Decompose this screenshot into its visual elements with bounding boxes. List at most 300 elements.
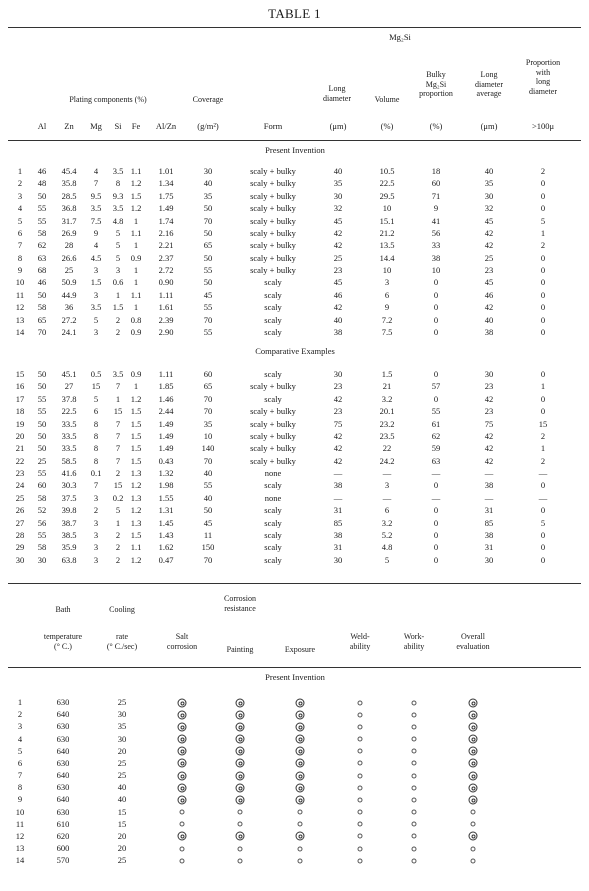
cell-fe: 1.2 — [130, 505, 142, 515]
cell-no: 11 — [15, 290, 25, 300]
cell-average: 38 — [484, 530, 494, 540]
cell-fe: 1.2 — [130, 203, 142, 213]
cell-no: 5 — [17, 216, 23, 226]
cell-no: 10 — [15, 277, 25, 287]
cell-proportion: 0 — [540, 302, 546, 312]
cell-volume: 24.2 — [379, 456, 395, 466]
cell-coverage: 50 — [203, 253, 213, 263]
cell-mg: 2 — [93, 505, 99, 515]
cell-coverage: 70 — [203, 394, 213, 404]
cell-mg: 3 — [93, 265, 99, 275]
cell-al-zn: 1.34 — [158, 178, 174, 188]
cell-mg: 7.5 — [90, 216, 102, 226]
cell-al: 55 — [37, 394, 47, 404]
cell-bulky-proportion: 60 — [431, 178, 441, 188]
cell-al-zn: 2.44 — [158, 406, 174, 416]
cell-coverage: 35 — [203, 191, 213, 201]
cell-mg: 8 — [93, 431, 99, 441]
cell-fe: 1.5 — [130, 406, 142, 416]
cell-average: — — [484, 493, 494, 503]
cell-long-diameter: 38 — [333, 530, 343, 540]
cell-bulky-proportion: 61 — [431, 419, 441, 429]
cell-al: 48 — [37, 178, 47, 188]
cell-bulky-proportion: 62 — [431, 431, 441, 441]
cell-long-diameter: 75 — [333, 419, 343, 429]
cell-fe: 1 — [133, 216, 139, 226]
cell-cooling-rate: 20 — [117, 746, 127, 756]
cell-average: 46 — [484, 290, 494, 300]
cell-zn: 27 — [64, 381, 74, 391]
cell-al: 68 — [37, 265, 47, 275]
cell-cooling-rate: 20 — [117, 831, 127, 841]
cell-average: 42 — [484, 456, 494, 466]
double-circle-icon-salt-corrosion — [178, 832, 187, 841]
corrosion-resistance-header: Corrosion resistance — [224, 594, 256, 613]
cell-no: 6 — [17, 758, 23, 768]
cell-al-zn: 1.32 — [158, 468, 174, 478]
cell-volume: 14.4 — [379, 253, 395, 263]
cell-proportion: 0 — [540, 542, 546, 552]
cell-al-zn: 1.62 — [158, 542, 174, 552]
cell-proportion: 0 — [540, 505, 546, 515]
cell-mg: 3 — [93, 518, 99, 528]
cell-fe: 1.3 — [130, 493, 142, 503]
cell-mg: 8 — [93, 419, 99, 429]
cell-long-diameter: 30 — [333, 191, 343, 201]
cell-al: 62 — [37, 240, 47, 250]
cell-no: 8 — [17, 782, 23, 792]
cell-al-zn: 2.16 — [158, 228, 174, 238]
cell-long-diameter: 45 — [333, 216, 343, 226]
cell-volume: 3 — [384, 480, 390, 490]
cell-no: 8 — [17, 253, 23, 263]
cell-bulky-proportion: 71 — [431, 191, 441, 201]
double-circle-icon-overall — [469, 711, 478, 720]
cell-proportion: 0 — [540, 277, 546, 287]
cell-mg: 7 — [93, 480, 99, 490]
circle-icon-workability — [412, 834, 417, 839]
double-circle-icon-painting — [236, 832, 245, 841]
cell-zn: 22.5 — [61, 406, 77, 416]
cell-si: 1.5 — [112, 302, 124, 312]
cell-coverage: 55 — [203, 302, 213, 312]
cell-cooling-rate: 25 — [117, 697, 127, 707]
cell-mg: 3 — [93, 327, 99, 337]
cell-bulky-proportion: 33 — [431, 240, 441, 250]
cell-cooling-rate: 25 — [117, 758, 127, 768]
cell-no: 2 — [17, 178, 23, 188]
circle-icon-weldability — [358, 810, 363, 815]
cell-si: 1 — [115, 394, 121, 404]
circle-icon-workability — [412, 798, 417, 803]
cell-bulky-proportion: 59 — [431, 443, 441, 453]
circle-icon-painting — [238, 847, 243, 852]
cell-proportion: 0 — [540, 315, 546, 325]
cell-cooling-rate: 25 — [117, 855, 127, 865]
cell-al-zn: 2.39 — [158, 315, 174, 325]
cell-no: 1 — [17, 166, 23, 176]
cell-coverage: 50 — [203, 277, 213, 287]
cell-average: 30 — [484, 555, 494, 565]
cell-coverage: 60 — [203, 369, 213, 379]
cell-coverage: 11 — [203, 530, 213, 540]
unit-header-volume: (%) — [380, 121, 394, 131]
cell-proportion: 2 — [540, 431, 546, 441]
cell-no: 9 — [17, 794, 23, 804]
cell-long-diameter: 38 — [333, 480, 343, 490]
circle-icon-weldability — [358, 713, 363, 718]
double-circle-icon-salt-corrosion — [178, 796, 187, 805]
cell-al: 50 — [37, 191, 47, 201]
cell-proportion: 2 — [540, 456, 546, 466]
cell-no: 3 — [17, 721, 23, 731]
cell-mg: 4 — [93, 240, 99, 250]
cell-bath-temperature: 630 — [56, 782, 70, 792]
cell-volume: 4.8 — [381, 542, 393, 552]
cell-al-zn: 1.31 — [158, 505, 174, 515]
cell-zn: 33.5 — [61, 419, 77, 429]
cell-mg: 1.5 — [90, 277, 102, 287]
cell-bulky-proportion: 55 — [431, 406, 441, 416]
cell-si: 2 — [115, 542, 121, 552]
circle-icon-exposure — [298, 847, 303, 852]
circle-icon-salt-corrosion — [180, 822, 185, 827]
cell-long-diameter: 42 — [333, 443, 343, 453]
cell-average: 45 — [484, 216, 494, 226]
cell-proportion: 5 — [540, 518, 546, 528]
cell-long-diameter: 31 — [333, 505, 343, 515]
cell-no: 11 — [15, 819, 25, 829]
cell-volume: 15.1 — [379, 216, 395, 226]
cell-proportion: 5 — [540, 216, 546, 226]
cell-no: 3 — [17, 191, 23, 201]
cell-no: 10 — [15, 807, 25, 817]
double-circle-icon-salt-corrosion — [178, 699, 187, 708]
circle-icon-workability — [412, 761, 417, 766]
cell-zn: 36 — [64, 302, 74, 312]
cell-long-diameter: 40 — [333, 315, 343, 325]
double-circle-icon-exposure — [296, 735, 305, 744]
cell-si: 1 — [115, 518, 121, 528]
cell-mg: 4.5 — [90, 253, 102, 263]
cell-bulky-proportion: — — [431, 468, 441, 478]
unit-header-form: Form — [263, 121, 283, 131]
cell-si: 2 — [115, 327, 121, 337]
cell-volume: 21 — [382, 381, 392, 391]
double-circle-icon-overall — [469, 735, 478, 744]
double-circle-icon-exposure — [296, 759, 305, 768]
cell-form: scaly — [264, 505, 282, 515]
cell-mg: 4 — [93, 166, 99, 176]
cell-long-diameter: 23 — [333, 381, 343, 391]
cell-al: 50 — [37, 419, 47, 429]
cell-fe: 0.8 — [130, 315, 142, 325]
long-diameter-average-header: Long diameter average — [475, 70, 503, 98]
circle-icon-weldability — [358, 798, 363, 803]
cell-al-zn: 1.61 — [158, 302, 174, 312]
cell-no: 4 — [17, 734, 23, 744]
cell-cooling-rate: 40 — [117, 794, 127, 804]
cell-average: 40 — [484, 315, 494, 325]
circle-icon-weldability — [358, 786, 363, 791]
long-diameter-header: Long diameter — [323, 84, 351, 103]
cell-al-zn: 1.75 — [158, 191, 174, 201]
cell-no: 24 — [15, 480, 25, 490]
cell-al: 60 — [37, 480, 47, 490]
cell-si: 2 — [115, 468, 121, 478]
cell-no: 22 — [15, 456, 25, 466]
cell-coverage: 50 — [203, 203, 213, 213]
cell-proportion: 0 — [540, 406, 546, 416]
cell-no: 21 — [15, 443, 25, 453]
cell-no: 29 — [15, 542, 25, 552]
cell-volume: 7.5 — [381, 327, 393, 337]
cell-fe: 1.1 — [130, 228, 142, 238]
cell-mg: 7 — [93, 178, 99, 188]
double-circle-icon-salt-corrosion — [178, 747, 187, 756]
cell-fe: 0.9 — [130, 327, 142, 337]
cell-no: 14 — [15, 855, 25, 865]
cell-bath-temperature: 640 — [56, 709, 70, 719]
cell-zn: 38.5 — [61, 530, 77, 540]
circle-icon-workability — [412, 774, 417, 779]
cell-proportion: 0 — [540, 480, 546, 490]
cell-form: scaly — [264, 480, 282, 490]
double-circle-icon-salt-corrosion — [178, 759, 187, 768]
cell-zn: 35.8 — [61, 178, 77, 188]
cell-bulky-proportion: 63 — [431, 456, 441, 466]
cell-zn: 58.5 — [61, 456, 77, 466]
cell-form: scaly + bulky — [250, 191, 296, 201]
cell-zn: 27.2 — [61, 315, 77, 325]
cell-volume: 10 — [382, 203, 392, 213]
circle-icon-painting — [238, 822, 243, 827]
cell-no: 15 — [15, 369, 25, 379]
cell-mg: 3 — [93, 555, 99, 565]
cell-long-diameter: 42 — [333, 431, 343, 441]
cell-mg: 9 — [93, 228, 99, 238]
cell-fe: 1.5 — [130, 191, 142, 201]
cell-al-zn: 2.37 — [158, 253, 174, 263]
double-circle-icon-overall — [469, 747, 478, 756]
double-circle-icon-overall — [469, 772, 478, 781]
cell-bulky-proportion: 10 — [431, 265, 441, 275]
cell-zn: 31.7 — [61, 216, 77, 226]
cell-al-zn: 2.21 — [158, 240, 174, 250]
cell-mg: 8 — [93, 456, 99, 466]
cell-cooling-rate: 40 — [117, 782, 127, 792]
cell-no: 13 — [15, 843, 25, 853]
cell-no: 5 — [17, 746, 23, 756]
cell-no: 2 — [17, 709, 23, 719]
cell-al: 56 — [37, 518, 47, 528]
cell-form: scaly + bulky — [250, 381, 296, 391]
cell-si: 9.3 — [112, 191, 124, 201]
double-circle-icon-exposure — [296, 772, 305, 781]
cell-zn: 24.1 — [61, 327, 77, 337]
cell-average: 42 — [484, 228, 494, 238]
double-circle-icon-painting — [236, 699, 245, 708]
double-circle-icon-exposure — [296, 784, 305, 793]
cell-si: 0.6 — [112, 277, 124, 287]
cell-al-zn: 0.47 — [158, 555, 174, 565]
cell-zn: 37.5 — [61, 493, 77, 503]
cell-form: scaly — [264, 542, 282, 552]
circle-icon-overall — [471, 810, 476, 815]
circle-icon-weldability — [358, 847, 363, 852]
cell-al: 70 — [37, 327, 47, 337]
cell-form: scaly + bulky — [250, 406, 296, 416]
cell-average: — — [484, 468, 494, 478]
cell-fe: 1.5 — [130, 419, 142, 429]
cell-long-diameter: 45 — [333, 277, 343, 287]
cell-al-zn: 1.11 — [158, 369, 174, 379]
cell-bath-temperature: 640 — [56, 770, 70, 780]
cell-bulky-proportion: 0 — [433, 315, 439, 325]
double-circle-icon-salt-corrosion — [178, 735, 187, 744]
cell-al-zn: 1.43 — [158, 530, 174, 540]
cell-coverage: 40 — [203, 493, 213, 503]
cell-al: 25 — [37, 456, 47, 466]
cell-volume: 29.5 — [379, 191, 395, 201]
cell-mg: 3 — [93, 530, 99, 540]
cell-long-diameter: — — [333, 493, 343, 503]
circle-icon-weldability — [358, 725, 363, 730]
cell-bulky-proportion: 0 — [433, 327, 439, 337]
cell-no: 12 — [15, 831, 25, 841]
table-top-rule — [8, 27, 581, 28]
bath-header: Bath — [55, 605, 71, 614]
cell-no: 27 — [15, 518, 25, 528]
cell-volume: 1.5 — [381, 369, 393, 379]
cell-volume: 23.5 — [379, 431, 395, 441]
unit-header-long_diameter: (μm) — [329, 121, 347, 131]
cell-no: 23 — [15, 468, 25, 478]
cell-form: scaly — [264, 530, 282, 540]
mg2si-heading: Mg₂Si — [389, 32, 411, 42]
cell-proportion: 2 — [540, 166, 546, 176]
cell-bulky-proportion: 57 — [431, 381, 441, 391]
cell-long-diameter: 23 — [333, 265, 343, 275]
cell-long-diameter: 30 — [333, 555, 343, 565]
cell-form: scaly — [264, 277, 282, 287]
cell-bath-temperature: 570 — [56, 855, 70, 865]
cell-no: 6 — [17, 228, 23, 238]
cell-mg: 3 — [93, 542, 99, 552]
circle-icon-weldability — [358, 822, 363, 827]
circle-icon-workability — [412, 725, 417, 730]
cell-proportion: 1 — [540, 228, 546, 238]
cell-form: scaly + bulky — [250, 216, 296, 226]
cell-fe: 1.3 — [130, 468, 142, 478]
cell-form: scaly — [264, 518, 282, 528]
cell-bath-temperature: 630 — [56, 721, 70, 731]
cell-al-zn: 1.11 — [158, 290, 174, 300]
double-circle-icon-exposure — [296, 832, 305, 841]
cell-average: 42 — [484, 431, 494, 441]
double-circle-icon-overall — [469, 699, 478, 708]
cell-no: 4 — [17, 203, 23, 213]
cell-coverage: 65 — [203, 381, 213, 391]
cell-no: 13 — [15, 315, 25, 325]
cell-al: 55 — [37, 406, 47, 416]
cell-al: 50 — [37, 369, 47, 379]
unit-header-al: Al — [37, 121, 47, 131]
cell-al-zn: 1.01 — [158, 166, 174, 176]
cell-al-zn: 1.74 — [158, 216, 174, 226]
cell-form: none — [264, 468, 282, 478]
cell-fe: 1 — [133, 277, 139, 287]
cell-si: 2 — [115, 315, 121, 325]
cell-zn: 45.4 — [61, 166, 77, 176]
unit-header-si: Si — [114, 121, 122, 131]
cell-cooling-rate: 30 — [117, 734, 127, 744]
section-comparative-examples: Comparative Examples — [255, 346, 335, 356]
circle-icon-weldability — [358, 761, 363, 766]
cell-si: 15 — [113, 480, 123, 490]
cell-bulky-proportion: 41 — [431, 216, 441, 226]
cell-coverage: 40 — [203, 468, 213, 478]
cell-coverage: 40 — [203, 178, 213, 188]
coverage-header: Coverage — [192, 95, 224, 104]
cell-bath-temperature: 610 — [56, 819, 70, 829]
cell-long-diameter: 32 — [333, 203, 343, 213]
circle-icon-salt-corrosion — [180, 810, 185, 815]
double-circle-icon-salt-corrosion — [178, 772, 187, 781]
cell-fe: 0.9 — [130, 253, 142, 263]
circle-icon-workability — [412, 859, 417, 864]
cell-si: 1 — [115, 290, 121, 300]
cell-coverage: 50 — [203, 505, 213, 515]
double-circle-icon-painting — [236, 747, 245, 756]
cell-bulky-proportion: 9 — [433, 203, 439, 213]
cell-bulky-proportion: 0 — [433, 518, 439, 528]
table-title: TABLE 1 — [268, 6, 321, 21]
cell-zn: 37.8 — [61, 394, 77, 404]
cell-al-zn: 1.55 — [158, 493, 174, 503]
cell-average: 23 — [484, 265, 494, 275]
cell-mg: 3 — [93, 290, 99, 300]
cell-mg: 8 — [93, 443, 99, 453]
cell-cooling-rate: 30 — [117, 709, 127, 719]
double-circle-icon-salt-corrosion — [178, 711, 187, 720]
cell-al: 58 — [37, 542, 47, 552]
cell-cooling-rate: 15 — [117, 807, 127, 817]
cell-no: 18 — [15, 406, 25, 416]
cell-no: 20 — [15, 431, 25, 441]
cell-al: 30 — [37, 555, 47, 565]
cell-fe: 1 — [133, 265, 139, 275]
cell-volume: 22 — [382, 443, 392, 453]
cell-average: 30 — [484, 369, 494, 379]
cell-zn: 33.5 — [61, 431, 77, 441]
unit-header-average: (μm) — [480, 121, 498, 131]
circle-icon-weldability — [358, 834, 363, 839]
cell-mg: 3.5 — [90, 203, 102, 213]
cell-fe: 1.5 — [130, 443, 142, 453]
double-circle-icon-overall — [469, 784, 478, 793]
cell-cooling-rate: 25 — [117, 770, 127, 780]
workability-header: Work- ability — [403, 632, 425, 651]
cell-form: scaly — [264, 327, 282, 337]
cell-proportion: 0 — [540, 290, 546, 300]
cell-bulky-proportion: 0 — [433, 505, 439, 515]
cell-coverage: 10 — [203, 431, 213, 441]
cell-fe: 1 — [133, 302, 139, 312]
circle-icon-salt-corrosion — [180, 847, 185, 852]
cell-long-diameter: 42 — [333, 456, 343, 466]
cell-average: 31 — [484, 505, 494, 515]
